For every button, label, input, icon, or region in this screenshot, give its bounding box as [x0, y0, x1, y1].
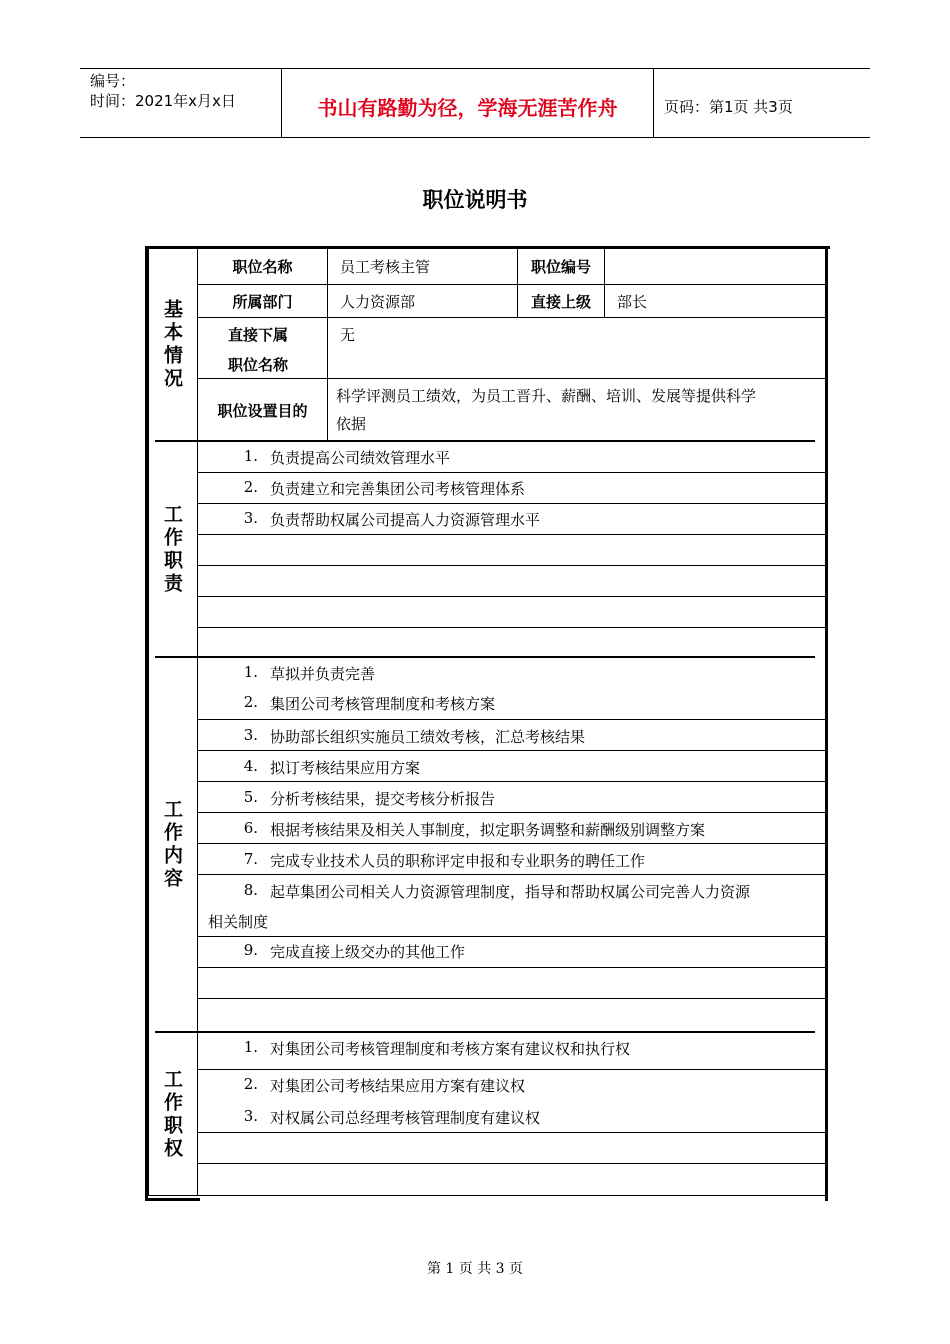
blank-row — [198, 1133, 825, 1164]
content-section-label: 工作内容 — [148, 658, 198, 1032]
position-name-value: 员工考核主管 — [328, 249, 518, 285]
page-info: 页码：第1页 共3页 — [664, 97, 793, 116]
number-label: 编号： — [90, 72, 136, 90]
authority-section — [145, 1033, 830, 1196]
job-description-form — [145, 246, 830, 1201]
supervisor-value: 部长 — [605, 285, 825, 318]
purpose-value: 科学评测员工绩效，为员工晋升、薪酬、培训、发展等提供科学 依据 — [336, 387, 757, 433]
blank-row — [198, 1164, 825, 1195]
time-label: 时间：2021年x月x日 — [90, 92, 236, 110]
list-item: 2. 对集团公司考核结果应用方案有建议权 — [243, 1075, 526, 1095]
list-item: 8. 起草集团公司相关人力资源管理制度，指导和帮助权属公司完善人力资源 相关制度 — [198, 875, 825, 937]
department-label: 所属部门 — [198, 285, 328, 318]
page-footer: 第 1 页 共 3 页 — [426, 1261, 524, 1277]
duties-section — [145, 442, 830, 658]
blank-row — [198, 566, 825, 597]
list-item: 1. 负责提高公司绩效管理水平 — [198, 442, 825, 473]
supervisor-label: 直接上级 — [518, 285, 605, 318]
list-item: 6. 根据考核结果及相关人事制度，拟定职务调整和薪酬级别调整方案 — [198, 813, 825, 844]
list-item: 2. 负责建立和完善集团公司考核管理体系 — [198, 473, 825, 504]
position-no-value — [605, 249, 825, 285]
blank-row — [198, 968, 825, 999]
department-value: 人力资源部 — [328, 285, 518, 318]
subordinate-value: 无 — [328, 318, 825, 379]
content-section — [145, 658, 830, 1032]
basic-section-label: 基本情况 — [148, 249, 198, 441]
list-item: 4. 拟订考核结果应用方案 — [198, 751, 825, 782]
form-bottom-rule — [145, 1198, 200, 1201]
list-item: 3. 协助部长组织实施员工绩效考核，汇总考核结果 — [198, 720, 825, 751]
blank-row — [198, 535, 825, 566]
list-item: 5. 分析考核结果，提交考核分析报告 — [198, 782, 825, 813]
subordinate-label: 直接下属 职位名称 — [198, 318, 328, 379]
list-item: 1. 草拟并负责完善 2. 集团公司考核管理制度和考核方案 — [198, 658, 825, 720]
motto: 书山有路勤为径，学海无涯苦作舟 — [282, 69, 654, 137]
list-item: 3. 负责帮助权属公司提高人力资源管理水平 — [198, 504, 825, 535]
list-item: 3. 对权属公司总经理考核管理制度有建议权 — [198, 1102, 825, 1133]
list-item: 7. 完成专业技术人员的职称评定申报和专业职务的聘任工作 — [198, 844, 825, 875]
basic-section — [145, 246, 830, 442]
authority-section-label: 工作职权 — [148, 1033, 198, 1196]
duties-section-label: 工作职责 — [148, 442, 198, 658]
position-name-label: 职位名称 — [198, 249, 328, 285]
header-meta — [80, 69, 282, 137]
list-item: 1. 对集团公司考核管理制度和考核方案有建议权和执行权 — [198, 1033, 825, 1070]
position-no-label: 职位编号 — [518, 249, 605, 285]
blank-row — [198, 597, 825, 628]
list-item: 9. 完成直接上级交办的其他工作 — [198, 937, 825, 968]
purpose-label: 职位设置目的 — [198, 379, 328, 441]
document-header — [80, 68, 870, 138]
page-title: 职位说明书 — [422, 188, 528, 212]
